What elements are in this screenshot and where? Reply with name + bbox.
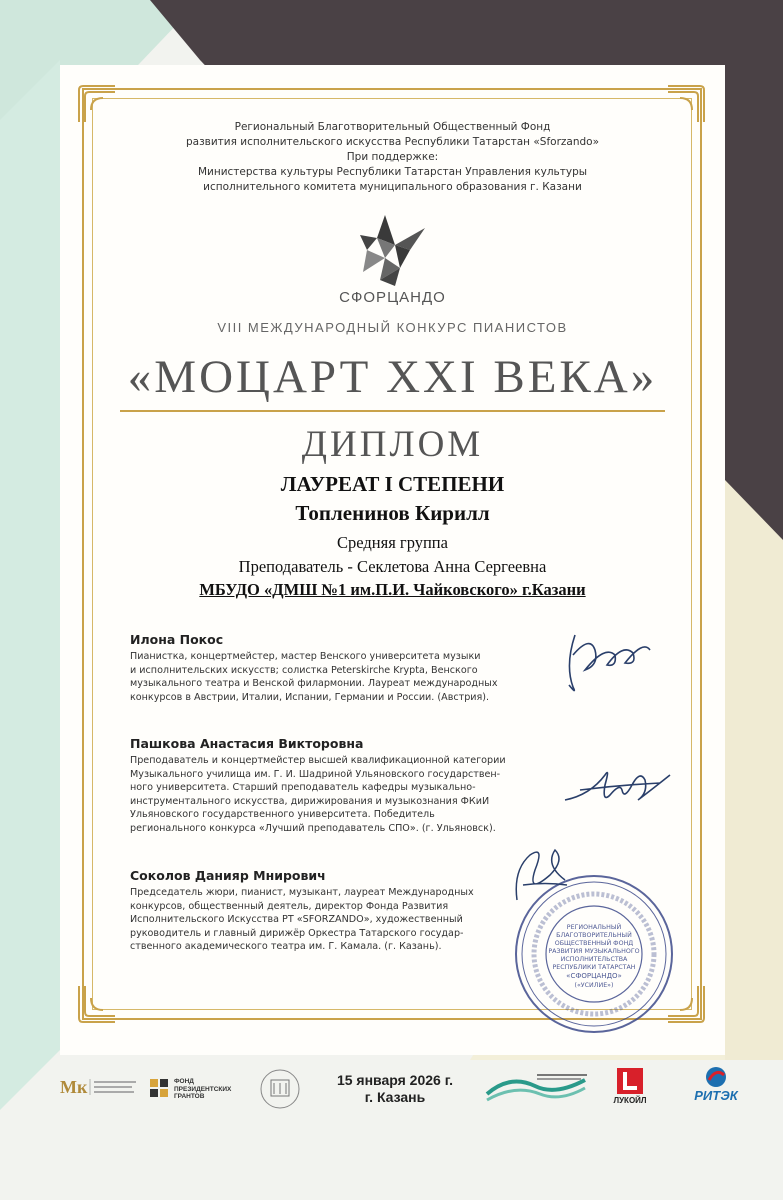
seal-line: («УСИЛИЕ») (574, 982, 614, 989)
recipient-name: Топленинов Кирилл (295, 501, 490, 525)
ritek-logo (688, 1066, 744, 1110)
jury-member-description (130, 886, 550, 954)
organization-line-1: Региональный Благотворительный Общественный Фонд (234, 121, 551, 133)
lukoil-label: ЛУКОЙЛ (613, 1096, 647, 1105)
jury-member-3 (130, 868, 550, 954)
award-level: ЛАУРЕАТ I СТЕПЕНИ (280, 472, 505, 496)
signature-jury-1 (555, 625, 665, 700)
jury-description-line: ного университета. Старший преподаватель кафедры музыкально- (130, 782, 476, 793)
signature-jury-2 (560, 755, 675, 815)
seal-line: «СФОРЦАНДО» (566, 972, 622, 980)
brand-name: СФОРЦАНДО (339, 289, 446, 306)
presidential-grants-logo (148, 1075, 238, 1103)
jury-member-2 (130, 736, 550, 835)
jury-description-line: Ульяновского государственного университета. Победитель (130, 809, 435, 820)
ritek-label: РИТЭК (694, 1088, 738, 1103)
seal-line: РАЗВИТИЯ МУЗЫКАЛЬНОГО (548, 948, 640, 955)
jury-member-name: Соколов Данияр Мнирович (130, 868, 326, 883)
lukoil-icon (617, 1068, 643, 1094)
jury-description-line: конкурсов, общественный деятель, директор Фонда Развития (130, 900, 449, 912)
svg-text:Мк: Мк (60, 1077, 88, 1097)
grants-line-3: ГРАНТОВ (174, 1093, 205, 1100)
organization-header (60, 120, 725, 195)
issue-city: г. Казань (364, 1089, 426, 1105)
contest-title: «МОЦАРТ XXI ВЕКА» (127, 351, 658, 403)
ministry-culture-logo (60, 1075, 140, 1099)
jury-description-line: инструментального искусства, дирижирования и музыкознания ФКиИ (130, 795, 490, 807)
jury-description-line: Пианистка, концертмейстер, мастер Венского университета музыки (130, 651, 481, 662)
seal-line: ИСПОЛНИТЕЛЬСТВА (560, 956, 628, 963)
lukoil-logo (610, 1068, 650, 1108)
jury-description-line: Исполнительского Искусства РТ «SFORZANDO», художественный (130, 914, 463, 925)
organization-line-4: Министерства культуры Республики Татарстан Управления культуры (197, 166, 588, 178)
seal-line: БЛАГОТВОРИТЕЛЬНЫЙ (556, 932, 632, 939)
jury-description-line: Преподаватель и концертмейстер высшей квалификационной категории (130, 755, 506, 766)
organization-line-2: развития исполнительского искусства Республики Татарстан «Sforzando» (185, 136, 600, 148)
issue-date: 15 января 2026 г. (336, 1072, 454, 1088)
grants-line-1: ФОНД (174, 1078, 194, 1085)
theatre-wave-logo (485, 1072, 590, 1104)
jury-member-name: Илона Покос (130, 632, 224, 647)
jury-description-line: регионального конкурса «Лучший преподаватель СПО». (г. Ульяновск). (130, 822, 496, 834)
signature-jury-3 (505, 840, 575, 910)
document-type: ДИПЛОМ (301, 424, 484, 465)
jury-description-line: Председатель жюри, пианист, музыкант, лауреат Международных (130, 887, 474, 898)
jury-member-description (130, 754, 550, 835)
gold-divider (120, 410, 665, 412)
sforzando-bird-logo (355, 210, 430, 288)
grants-icon (148, 1077, 170, 1099)
contest-subtitle: VIII МЕЖДУНАРОДНЫЙ КОНКУРС ПИАНИСТОВ (217, 320, 568, 335)
jury-member-name: Пашкова Анастасия Викторовна (130, 736, 364, 751)
jury-description-line: музыкального театра и Венской филармонии. Лауреат международных (130, 678, 498, 689)
grants-line-2: ПРЕЗИДЕНТСКИХ (174, 1085, 232, 1093)
issue-date-place (315, 1072, 475, 1106)
jury-description-line: и исполнительских искусств; солистка Peterskirche Krypta, Венского (130, 664, 478, 676)
school-name: МБУДО «ДМШ №1 им.П.И. Чайковского» г.Казани (199, 580, 586, 599)
corner-ornament-bottom-left (75, 980, 121, 1026)
jury-member-description (130, 650, 550, 704)
school-emblem-logo (255, 1068, 305, 1110)
ritek-icon (702, 1066, 730, 1088)
jury-description-line: Музыкального училища им. Г. И. Шадриной Ульяновского государствен- (130, 768, 501, 780)
seal-line: РЕСПУБЛИКИ ТАТАРСТАН (552, 964, 636, 971)
jury-description-line: руководитель и главный дирижёр Оркестра Татарского государ- (130, 927, 464, 939)
jury-description-line: конкурсов в Австрии, Италии, Испании, Германии и России. (Австрия). (130, 691, 490, 703)
seal-line: РЕГИОНАЛЬНЫЙ (566, 924, 622, 931)
organization-line-3: При поддержке: (346, 151, 439, 163)
seal-line: ОБЩЕСТВЕННЫЙ ФОНД (554, 940, 634, 947)
organization-line-5: исполнительного комитета муниципального образования г. Казани (203, 181, 582, 193)
jury-description-line: ственного академического театра им. Г. Камала. (г. Казань). (130, 941, 442, 952)
age-group: Средняя группа (337, 533, 448, 552)
teacher-name: Преподаватель - Секлетова Анна Сергеевна (238, 557, 547, 576)
jury-member-1 (130, 632, 550, 704)
